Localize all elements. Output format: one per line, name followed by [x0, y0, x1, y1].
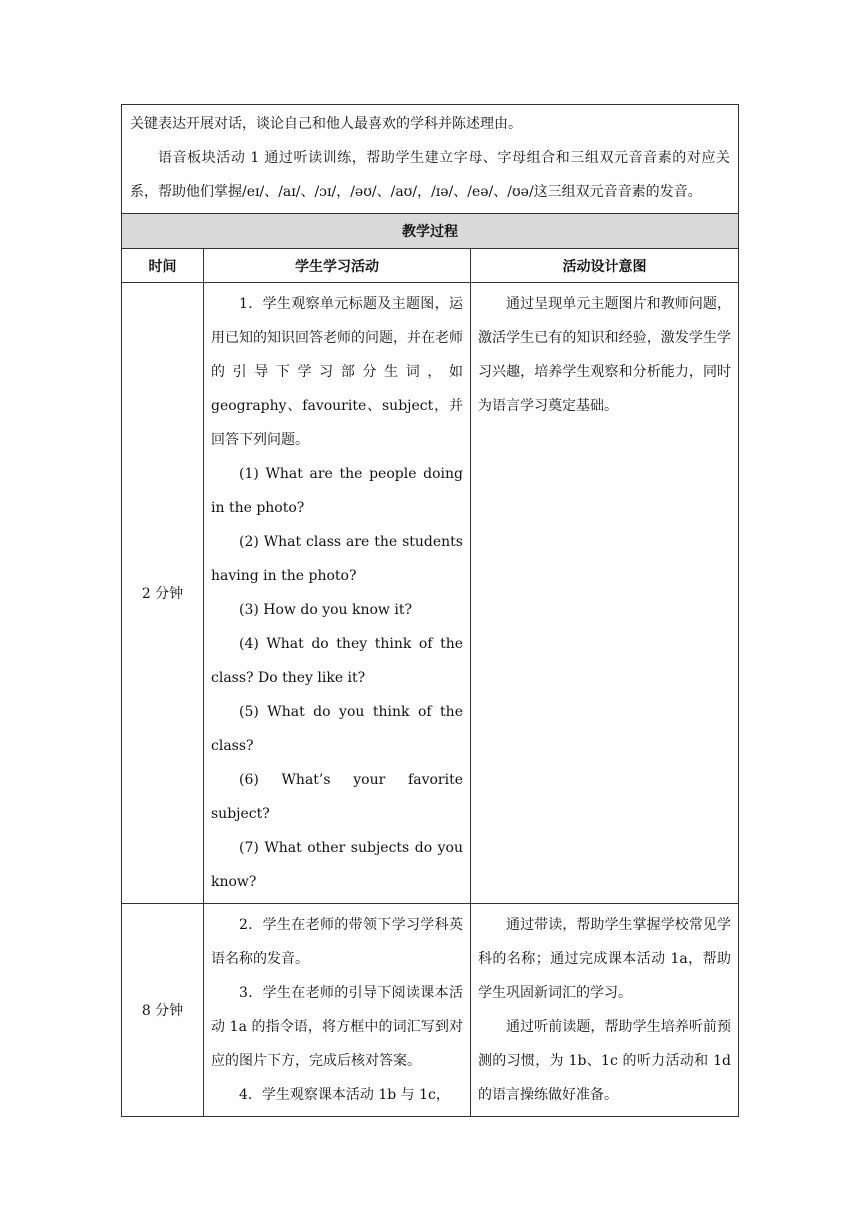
section-title: 教学过程 [122, 214, 739, 249]
table-row [122, 904, 739, 1117]
purpose-item: 通过呈现单元主题图片和教师问题，激活学生已有的知识和经验，激发学生学习兴趣，培养学生观察和分析能力，同时为语言学习奠定基础。 [478, 296, 731, 414]
activity-item: 1．学生观察单元标题及主题图，运用已知的知识回答老师的问题，并在老师的引导下学习部分生词，如 geography、favourite、subject，并回答下列问题。 [211, 296, 463, 448]
purpose-item: 通过带读，帮助学生掌握学校常见学科的名称；通过完成课本活动 1a，帮助学生巩固新词汇的学习。 [478, 917, 731, 1001]
activity-item: (2) What class are the students having in the photo? [211, 534, 463, 584]
header-purpose: 活动设计意图 [471, 249, 739, 283]
activity-item: (5) What do you think of the class? [211, 704, 463, 754]
column-header-row [122, 249, 739, 283]
activity-item: 3．学生在老师的引导下阅读课本活动 1a 的指令语，将方框中的词汇写到对应的图片下方，完成后核对答案。 [211, 985, 463, 1069]
intro-cell [122, 105, 739, 214]
table-row [122, 283, 739, 904]
activity-item: (3) How do you know it? [239, 602, 412, 618]
purpose-item: 通过听前读题，帮助学生培养听前预测的习惯，为 1b、1c 的听力活动和 1d 的语言操练做好准备。 [478, 1019, 731, 1103]
intro-line: 关键表达开展对话，谈论自己和他人最喜欢的学科并陈述理由。 [130, 116, 522, 132]
header-activity: 学生学习活动 [204, 249, 471, 283]
time-cell: 2 分钟 [122, 283, 204, 904]
intro-paragraph: 语音板块活动 1 通过听读训练，帮助学生建立字母、字母组合和三组双元音音素的对应关系，帮助他们掌握/eɪ/、/aɪ/、/ɔɪ/，/əʊ/、/aʊ/，/ɪə/、/eə/、/ʊə/这三组双元音音素的发音。 [130, 150, 730, 200]
activity-item: (1) What are the people doing in the photo? [211, 466, 463, 516]
activity-item: (7) What other subjects do you know? [211, 840, 463, 890]
activity-item: 4．学生观察课本活动 1b 与 1c， [239, 1087, 450, 1103]
activity-cell [204, 904, 471, 1117]
activity-item: 2．学生在老师的带领下学习学科英语名称的发音。 [211, 917, 463, 967]
purpose-cell [471, 904, 739, 1117]
activity-item: (4) What do they think of the class? Do they like it? [211, 636, 463, 686]
purpose-cell [471, 283, 739, 904]
activity-item: (6) What’s your favorite subject? [211, 772, 463, 822]
time-cell: 8 分钟 [122, 904, 204, 1117]
activity-cell [204, 283, 471, 904]
header-time: 时间 [122, 249, 204, 283]
section-header-row [122, 214, 739, 249]
lesson-plan-table [121, 104, 739, 1117]
intro-row [122, 105, 739, 214]
